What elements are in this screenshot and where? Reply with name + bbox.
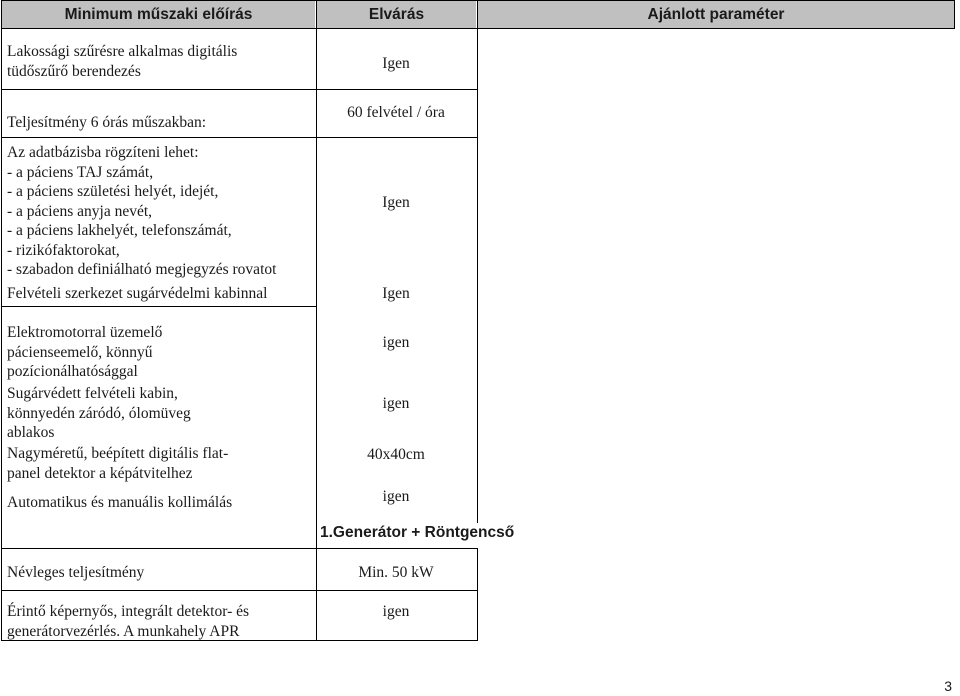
requirement-line: tüdőszűrő berendezés <box>7 62 141 80</box>
requirement-text <box>7 602 307 641</box>
requirement-line: Lakossági szűrésre alkalmas digitális <box>7 43 238 60</box>
expectation-value <box>318 54 474 74</box>
table-border-left <box>1 0 2 641</box>
expectation-text: igen <box>382 603 410 620</box>
requirement-line: Névleges teljesítmény <box>7 564 145 581</box>
page-number: 3 <box>944 678 952 694</box>
expectation-text: Igen <box>382 285 410 302</box>
requirement-text <box>7 284 307 304</box>
expectation-value <box>318 193 474 213</box>
requirement-line: - rizikófaktorokat, <box>7 241 120 259</box>
header-col-requirement-label: Minimum műszaki előírás <box>64 5 253 23</box>
column-divider-2 <box>477 0 478 523</box>
column-divider-1 <box>316 0 317 641</box>
expectation-value <box>318 394 474 414</box>
expectation-text: Min. 50 kW <box>358 564 434 581</box>
header-col-expectation-label: Elvárás <box>368 5 425 23</box>
requirement-text <box>7 384 307 443</box>
header-col-expectation <box>317 1 476 28</box>
requirement-text <box>7 42 307 81</box>
requirement-text <box>7 563 307 583</box>
requirement-line: Nagyméretű, beépített digitális flat- <box>7 445 229 462</box>
requirement-line: Sugárvédett felvételi kabin, <box>7 385 178 402</box>
row-divider <box>1 137 478 138</box>
requirement-line: pácienseemelő, könnyű <box>7 343 153 361</box>
requirement-line: pozícionálhatósággal <box>7 363 138 380</box>
expectation-text: Igen <box>382 194 410 211</box>
expectation-value <box>318 563 474 583</box>
requirement-line: ablakos <box>7 424 55 441</box>
requirement-line: Az adatbázisba rögzíteni lehet: <box>7 144 199 161</box>
section-heading <box>320 523 620 543</box>
row-divider <box>1 306 317 307</box>
header-col-recommended-label: Ajánlott paraméter <box>647 5 785 23</box>
expectation-value <box>318 602 474 622</box>
requirement-line: Teljesítmény 6 órás műszakban: <box>7 114 207 131</box>
requirement-line: Érintő képernyős, integrált detektor- és <box>7 603 250 620</box>
column-divider-2b <box>477 548 478 641</box>
requirement-line: Felvételi szerkezet sugárvédelmi kabinnal <box>7 285 268 302</box>
requirement-text <box>7 323 307 382</box>
row-divider <box>1 548 478 549</box>
requirement-line: - a páciens lakhelyét, telefonszámát, <box>7 222 232 239</box>
requirement-line: - a páciens anyja nevét, <box>7 202 153 220</box>
requirement-text <box>7 444 307 483</box>
expectation-value <box>318 103 474 123</box>
requirement-line: - a páciens születési helyét, idejét, <box>7 183 219 200</box>
row-divider <box>1 89 478 90</box>
header-divider <box>1 28 955 29</box>
requirement-line: panel detektor a képátvitelhez <box>7 464 193 482</box>
expectation-text: Igen <box>382 55 410 72</box>
requirement-line: - szabadon definiálható megjegyzés rovatot <box>7 261 277 278</box>
expectation-value <box>318 445 474 465</box>
expectation-value <box>318 333 474 353</box>
requirement-line: - a páciens TAJ számát, <box>7 163 154 181</box>
requirement-line: könnyedén záródó, ólomüveg <box>7 404 191 422</box>
requirement-text <box>7 143 307 280</box>
section-heading-text: 1.Generátor + Röntgencső <box>320 524 515 541</box>
requirement-line: Elektromotorral üzemelő <box>7 324 163 341</box>
requirement-line: Automatikus és manuális kollimálás <box>7 494 233 511</box>
expectation-text: igen <box>382 395 410 412</box>
requirement-line: generátorvezérlés. A munkahely APR <box>7 622 240 640</box>
table-border-top <box>1 0 955 1</box>
row-divider <box>1 590 478 591</box>
header-col-recommended <box>478 1 954 28</box>
requirement-text <box>7 493 307 513</box>
table-border-right <box>954 0 955 29</box>
expectation-text: 60 felvétel / óra <box>347 104 445 121</box>
expectation-text: igen <box>382 334 410 351</box>
expectation-text: 40x40cm <box>367 446 425 463</box>
requirement-text <box>7 113 307 133</box>
header-col-requirement <box>2 1 315 28</box>
expectation-value <box>318 284 474 304</box>
expectation-value <box>318 487 474 507</box>
expectation-text: igen <box>382 488 410 505</box>
